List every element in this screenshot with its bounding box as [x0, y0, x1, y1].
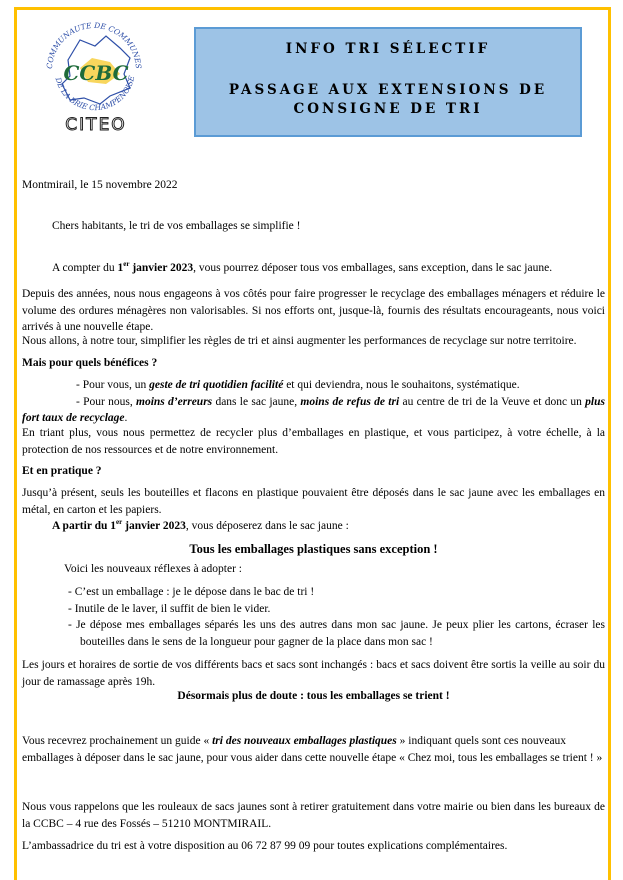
from-date: [22, 518, 623, 535]
reflexes-intro: Voici les nouveaux réflexes à adopter :: [64, 563, 242, 575]
b2-a: - Pour nous,: [76, 395, 137, 408]
p1-a: A compter du: [52, 262, 118, 274]
logo-ring-top: COMMUNAUTE DE COMMUNES: [44, 20, 144, 70]
heading-practice: Et en pratique ?: [22, 465, 102, 477]
b1-a: - Pour vous, un: [76, 379, 150, 391]
title-line-3: CONSIGNE DE TRI: [293, 101, 483, 117]
paragraph-ambassador: L’ambassadrice du tri est à votre disposition au 06 72 87 99 09 pour toutes explications complémentaires.: [22, 840, 508, 852]
p1-b: 1: [117, 262, 124, 274]
reflex-1: - C’est un emballage : je le dépose dans le bac de tri !: [68, 586, 315, 598]
title-line-2: [196, 81, 580, 119]
paragraph-simplify: Nous allons, à notre tour, simplifier les règles de tri et ainsi augmenter les performances de recyclage sur notre territoire.: [22, 335, 577, 347]
p6-b: janvier 2023: [122, 520, 186, 532]
b1-b: geste de tri quotidien facilité: [149, 379, 284, 391]
p6-a: A partir du 1: [52, 520, 117, 532]
p6-c: , vous déposerez dans le sac jaune :: [185, 520, 349, 532]
benefit-2: [22, 394, 605, 427]
p9-c: » indiquant quels sont ces nouveaux emballages à déposer dans le sac jaune, pour vous aider dans cette nouvelle étape « Chez moi, tous les emballages se trient ! »: [22, 735, 603, 764]
b2-e: au centre de tri de la Veuve et donc un: [399, 395, 586, 408]
b2-d: moins de refus de tri: [300, 395, 400, 408]
paragraph-plastic: En triant plus, vous nous permettez de recycler plus d’emballages en plastique, et vous participez, à votre échelle, à la protection de nos ressources et de notre environnement.: [22, 427, 605, 456]
paragraph-previously: Jusqu’à présent, seuls les bouteilles et flacons en plastique pouvaient être déposés dans le sac jaune avec les emballages en métal, en carton et les papiers.: [22, 487, 605, 516]
title-line-1: INFO TRI SÉLECTIF: [285, 41, 491, 57]
greeting: Chers habitants, le tri de vos emballages se simplifie !: [52, 220, 301, 232]
heading-benefits: Mais pour quels bénéfices ?: [22, 357, 158, 369]
reflexes-list: [22, 584, 605, 650]
b1-c: et qui deviendra, nous le souhaitons, systématique.: [283, 379, 520, 391]
reflex-2: - Inutile de le laver, il suffit de bien le vider.: [68, 602, 271, 615]
ccbc-logo-icon: [40, 18, 150, 138]
date: Montmirail, le 15 novembre 2022: [22, 179, 178, 191]
highlight-all-plastics: Tous les emballages plastiques sans exception !: [189, 542, 438, 556]
paragraph-yellow-bags: Nous vous rappelons que les rouleaux de sacs jaunes sont à retirer gratuitement dans votre mairie ou bien dans les bureaux de la CCBC – 4 rue des Fossés – 51210 MONTMIRAIL.: [22, 801, 605, 830]
paragraph-guide: [22, 733, 605, 766]
ccbc-citeo-logo: [40, 18, 150, 138]
p1-sup: er: [123, 260, 130, 269]
b2-f: plus fort taux de recyclage: [22, 395, 605, 424]
p6-sup: er: [116, 518, 123, 527]
benefit-1: [22, 377, 605, 394]
p1-d: , vous pourrez déposer tous vos emballages, sans exception, dans le sac jaune.: [193, 262, 553, 274]
highlight-all-sorted: Désormais plus de doute : tous les emballages se trient !: [177, 690, 450, 702]
title-line-2-text: PASSAGE AUX EXTENSIONS DE: [228, 82, 548, 98]
title-box: [194, 27, 582, 137]
announcement: [22, 260, 623, 277]
logo-initials: CCBC: [63, 61, 129, 85]
b2-g: .: [124, 412, 128, 424]
paragraph-intro: Depuis des années, nous nous engageons à vos côtés pour faire progresser le recyclage des emballages ménagers et réduire le volume des ordures ménagères non valorisables. Si nos efforts ont, jusque-là, fournis des résultats encourageants, nous voici arrivés à une nouvelle étape.: [22, 288, 605, 333]
p9-a: Vous recevrez prochainement un guide «: [22, 735, 213, 747]
reflex-3: - Je dépose mes emballages séparés les uns des autres dans mon sac jaune. Je peux plier les cartons, écraser les bouteilles dans le sens de la longueur pour gagner de la place dans mon sac !: [68, 619, 605, 648]
paragraph-schedule: Les jours et horaires de sortie de vos différents bacs et sacs sont inchangés : bacs et sacs doivent être sortis la veille au soir du jour de ramassage après 19h.: [22, 659, 605, 688]
b2-c: dans le sac jaune,: [212, 395, 301, 408]
p9-b: tri des nouveaux emballages plastiques: [212, 735, 397, 747]
citeo-logo: CITEO: [65, 115, 127, 135]
p1-c: janvier 2023: [129, 262, 194, 274]
b2-b: moins d’erreurs: [136, 395, 213, 408]
benefits-list: [22, 377, 605, 427]
logo-ring-bottom: DE LA BRIE CHAMPENOISE: [53, 74, 137, 113]
